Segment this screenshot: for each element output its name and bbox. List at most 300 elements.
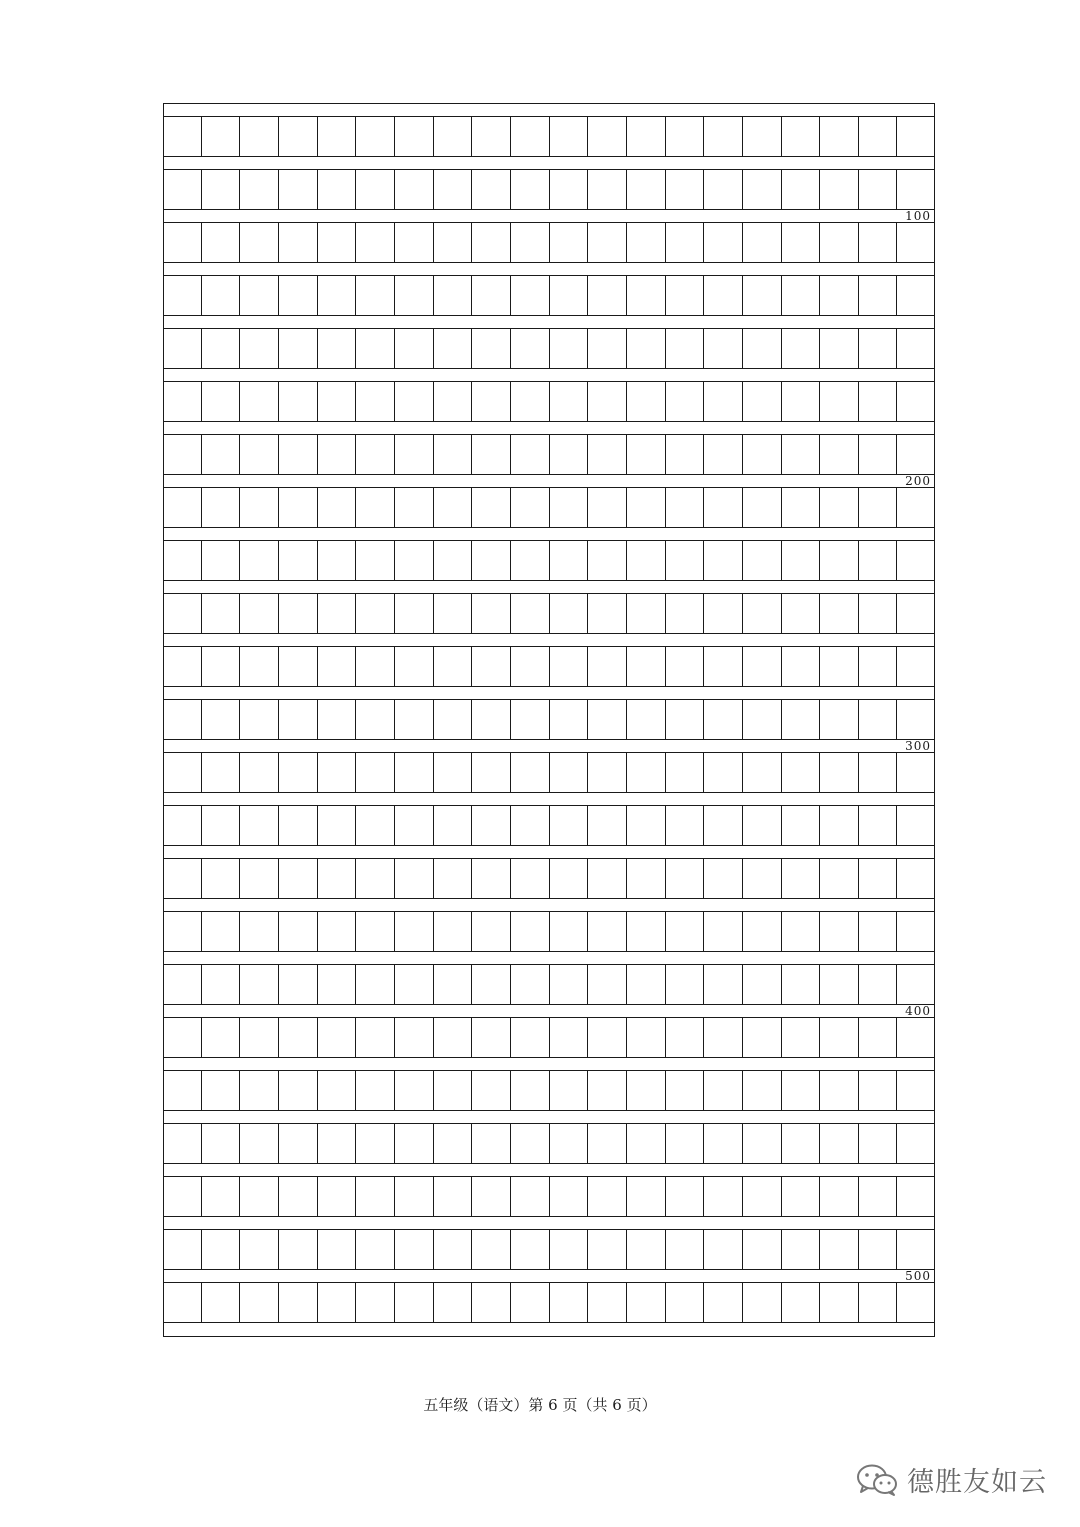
grid-cell (665, 117, 704, 156)
grid-cell (201, 647, 240, 686)
grid-cell (317, 170, 356, 209)
grid-cell (433, 488, 472, 527)
grid-cell (781, 223, 820, 262)
grid-cell (239, 1177, 278, 1216)
grid-cell (665, 700, 704, 739)
grid-cell (394, 170, 433, 209)
grid-cell (239, 1018, 278, 1057)
grid-cell (549, 1230, 588, 1269)
grid-cell (394, 753, 433, 792)
grid-cell (819, 753, 858, 792)
grid-cell (278, 1018, 317, 1057)
grid-cell (355, 1177, 394, 1216)
grid-cell (355, 170, 394, 209)
grid-cell (510, 594, 549, 633)
grid-row (163, 275, 935, 316)
grid-cell (433, 1283, 472, 1322)
grid-cell (317, 1071, 356, 1110)
grid-cell (239, 329, 278, 368)
grid-cell (858, 594, 897, 633)
grid-cell (665, 1177, 704, 1216)
grid-cell (278, 1124, 317, 1163)
grid-cell (355, 541, 394, 580)
grid-cell (703, 488, 742, 527)
grid-cell (587, 488, 626, 527)
grid-cell (896, 276, 935, 315)
grid-cell (317, 1018, 356, 1057)
grid-cell (742, 435, 781, 474)
grid-cell (858, 1018, 897, 1057)
grid-row (163, 805, 935, 846)
grid-cell (163, 965, 201, 1004)
grid-cell (703, 965, 742, 1004)
grid-cell (201, 1124, 240, 1163)
grid-cell (355, 1018, 394, 1057)
grid-row (163, 1123, 935, 1164)
grid-cell (510, 647, 549, 686)
grid-cell (703, 1124, 742, 1163)
grid-cell (819, 965, 858, 1004)
grid-cell (163, 912, 201, 951)
word-count-label: 100 (905, 209, 931, 223)
grid-cell (278, 223, 317, 262)
grid-cell (819, 594, 858, 633)
grid-cell (433, 594, 472, 633)
grid-cell (510, 170, 549, 209)
grid-cell (317, 1230, 356, 1269)
grid-cell (317, 1124, 356, 1163)
grid-cell (355, 1124, 394, 1163)
grid-cell (201, 1071, 240, 1110)
grid-cell (858, 753, 897, 792)
grid-cell (355, 276, 394, 315)
grid-cell (433, 276, 472, 315)
grid-cell (587, 1283, 626, 1322)
grid-cell (433, 1230, 472, 1269)
grid-cell (163, 117, 201, 156)
grid-cell (471, 859, 510, 898)
grid-cell (239, 541, 278, 580)
grid-cell (394, 276, 433, 315)
grid-cell (510, 541, 549, 580)
grid-cell (317, 117, 356, 156)
grid-cell (433, 329, 472, 368)
grid-cell (896, 1071, 935, 1110)
grid-cell (510, 859, 549, 898)
grid-cell (201, 1283, 240, 1322)
grid-cell (201, 382, 240, 421)
grid-cell (819, 859, 858, 898)
grid-cell (781, 912, 820, 951)
grid-cell (394, 488, 433, 527)
grid-cell (742, 1018, 781, 1057)
grid-row (163, 1282, 935, 1323)
grid-cell (587, 1177, 626, 1216)
grid-cell (201, 117, 240, 156)
grid-cell (858, 700, 897, 739)
grid-cell (433, 1124, 472, 1163)
grid-cell (703, 912, 742, 951)
grid-cell (394, 329, 433, 368)
grid-cell (278, 1177, 317, 1216)
grid-cell (201, 276, 240, 315)
grid-cell (703, 1071, 742, 1110)
grid-cell (394, 541, 433, 580)
grid-cell (471, 276, 510, 315)
grid-cell (626, 276, 665, 315)
grid-cell (858, 1283, 897, 1322)
grid-cell (239, 488, 278, 527)
grid-cell (239, 965, 278, 1004)
composition-grid (163, 103, 935, 1337)
grid-cell (163, 1230, 201, 1269)
grid-cell (510, 1177, 549, 1216)
grid-cell (896, 700, 935, 739)
grid-cell (163, 1071, 201, 1110)
grid-cell (587, 223, 626, 262)
grid-cell (703, 1283, 742, 1322)
grid-cell (433, 117, 472, 156)
grid-cell (819, 382, 858, 421)
grid-cell (626, 753, 665, 792)
grid-row (163, 169, 935, 210)
grid-cell (355, 382, 394, 421)
grid-cell (471, 1283, 510, 1322)
grid-cell (665, 1283, 704, 1322)
grid-cell (394, 1071, 433, 1110)
grid-cell (742, 276, 781, 315)
grid-cell (742, 170, 781, 209)
grid-cell (549, 382, 588, 421)
grid-cell (471, 541, 510, 580)
grid-cell (665, 1018, 704, 1057)
grid-cell (201, 488, 240, 527)
grid-cell (819, 329, 858, 368)
grid-cell (665, 435, 704, 474)
grid-cell (394, 1230, 433, 1269)
grid-cell (781, 965, 820, 1004)
grid-cell (549, 1018, 588, 1057)
grid-cell (471, 806, 510, 845)
grid-cell (201, 170, 240, 209)
grid-cell (587, 1124, 626, 1163)
grid-cell (587, 1018, 626, 1057)
grid-cell (355, 1283, 394, 1322)
grid-cell (471, 647, 510, 686)
grid-cell (239, 647, 278, 686)
grid-cell (510, 965, 549, 1004)
grid-row (163, 752, 935, 793)
grid-cell (896, 1177, 935, 1216)
grid-cell (278, 117, 317, 156)
grid-cell (433, 1018, 472, 1057)
grid-cell (278, 647, 317, 686)
grid-cell (896, 912, 935, 951)
grid-cell (626, 647, 665, 686)
grid-cell (781, 170, 820, 209)
grid-cell (510, 700, 549, 739)
grid-cell (471, 1018, 510, 1057)
grid-cell (394, 965, 433, 1004)
grid-cell (819, 1071, 858, 1110)
grid-cell (626, 382, 665, 421)
watermark-text: 德胜友如云 (907, 1467, 1047, 1498)
grid-cell (355, 223, 394, 262)
grid-row (163, 540, 935, 581)
grid-cell (858, 647, 897, 686)
grid-cell (781, 276, 820, 315)
grid-cell (703, 329, 742, 368)
grid-cell (858, 117, 897, 156)
grid-cell (510, 753, 549, 792)
grid-cell (781, 1124, 820, 1163)
grid-cell (355, 753, 394, 792)
grid-cell (896, 859, 935, 898)
grid-cell (665, 594, 704, 633)
grid-cell (278, 1283, 317, 1322)
grid-cell (549, 1124, 588, 1163)
grid-cell (355, 488, 394, 527)
grid-cell (858, 859, 897, 898)
grid-cell (781, 541, 820, 580)
grid-cell (394, 806, 433, 845)
grid-cell (510, 382, 549, 421)
grid-cell (819, 1124, 858, 1163)
grid-cell (239, 594, 278, 633)
grid-cell (163, 435, 201, 474)
grid-cell (549, 859, 588, 898)
grid-cell (665, 541, 704, 580)
grid-cell (665, 329, 704, 368)
grid-cell (742, 912, 781, 951)
grid-cell (587, 276, 626, 315)
grid-cell (703, 276, 742, 315)
grid-cell (549, 1177, 588, 1216)
grid-cell (626, 435, 665, 474)
word-count-label: 300 (905, 739, 931, 753)
grid-cell (587, 594, 626, 633)
grid-cell (626, 1230, 665, 1269)
grid-row (163, 1070, 935, 1111)
grid-cell (665, 170, 704, 209)
grid-row (163, 858, 935, 899)
grid-cell (742, 1283, 781, 1322)
wechat-icon (855, 1463, 899, 1497)
grid-row (163, 222, 935, 263)
grid-cell (626, 1283, 665, 1322)
grid-cell (471, 488, 510, 527)
grid-row (163, 116, 935, 157)
grid-cell (665, 753, 704, 792)
grid-cell (549, 753, 588, 792)
grid-cell (163, 488, 201, 527)
grid-cell (394, 647, 433, 686)
grid-cell (317, 965, 356, 1004)
grid-cell (510, 1283, 549, 1322)
grid-cell (742, 1071, 781, 1110)
grid-cell (471, 1071, 510, 1110)
grid-cell (626, 700, 665, 739)
grid-cell (317, 753, 356, 792)
grid-cell (703, 170, 742, 209)
grid-cell (626, 806, 665, 845)
grid-cell (742, 382, 781, 421)
grid-cell (703, 647, 742, 686)
grid-cell (317, 594, 356, 633)
grid-cell (626, 1177, 665, 1216)
grid-cell (239, 859, 278, 898)
grid-cell (433, 223, 472, 262)
grid-cell (781, 329, 820, 368)
grid-cell (163, 700, 201, 739)
grid-cell (239, 117, 278, 156)
grid-cell (163, 806, 201, 845)
grid-cell (587, 1230, 626, 1269)
grid-cell (394, 382, 433, 421)
grid-cell (510, 223, 549, 262)
grid-cell (549, 1283, 588, 1322)
grid-cell (626, 488, 665, 527)
grid-cell (278, 594, 317, 633)
grid-cell (278, 1071, 317, 1110)
grid-cell (781, 753, 820, 792)
grid-cell (471, 965, 510, 1004)
grid-cell (355, 965, 394, 1004)
grid-cell (510, 276, 549, 315)
grid-cell (433, 859, 472, 898)
grid-cell (781, 700, 820, 739)
grid-cell (163, 276, 201, 315)
grid-cell (626, 594, 665, 633)
grid-cell (471, 170, 510, 209)
grid-cell (819, 276, 858, 315)
grid-cell (858, 1071, 897, 1110)
grid-cell (858, 1177, 897, 1216)
grid-row (163, 911, 935, 952)
grid-cell (278, 700, 317, 739)
grid-cell (355, 594, 394, 633)
grid-cell (394, 594, 433, 633)
grid-cell (201, 594, 240, 633)
grid-cell (858, 1124, 897, 1163)
grid-cell (858, 382, 897, 421)
grid-cell (742, 117, 781, 156)
grid-cell (433, 382, 472, 421)
grid-cell (163, 753, 201, 792)
grid-cell (665, 965, 704, 1004)
grid-cell (433, 806, 472, 845)
grid-cell (471, 1230, 510, 1269)
grid-cell (742, 329, 781, 368)
grid-cell (433, 753, 472, 792)
grid-cell (819, 117, 858, 156)
grid-cell (317, 435, 356, 474)
grid-cell (510, 117, 549, 156)
grid-cell (394, 859, 433, 898)
grid-cell (626, 117, 665, 156)
grid-row (163, 1229, 935, 1270)
grid-cell (201, 329, 240, 368)
grid-cell (317, 912, 356, 951)
grid-cell (819, 700, 858, 739)
grid-cell (819, 1018, 858, 1057)
grid-cell (742, 753, 781, 792)
grid-cell (665, 223, 704, 262)
grid-cell (665, 1230, 704, 1269)
grid-cell (355, 117, 394, 156)
grid-cell (278, 435, 317, 474)
grid-cell (317, 276, 356, 315)
grid-cell (394, 1283, 433, 1322)
grid-cell (471, 594, 510, 633)
grid-cell (819, 1283, 858, 1322)
grid-cell (549, 329, 588, 368)
grid-cell (626, 859, 665, 898)
grid-cell (239, 753, 278, 792)
grid-cell (703, 541, 742, 580)
grid-cell (278, 806, 317, 845)
grid-cell (239, 382, 278, 421)
grid-cell (317, 329, 356, 368)
grid-cell (433, 435, 472, 474)
grid-cell (858, 912, 897, 951)
grid-cell (201, 753, 240, 792)
grid-cell (781, 1230, 820, 1269)
grid-cell (201, 1177, 240, 1216)
grid-cell (665, 859, 704, 898)
grid-cell (858, 1230, 897, 1269)
grid-cell (278, 541, 317, 580)
grid-cell (858, 541, 897, 580)
grid-cell (781, 859, 820, 898)
grid-cell (549, 170, 588, 209)
grid-cell (201, 859, 240, 898)
grid-cell (239, 170, 278, 209)
grid-cell (278, 912, 317, 951)
grid-cell (510, 329, 549, 368)
grid-cell (510, 435, 549, 474)
grid-cell (896, 435, 935, 474)
grid-cell (742, 700, 781, 739)
grid-row (163, 328, 935, 369)
grid-cell (549, 700, 588, 739)
grid-cell (819, 1230, 858, 1269)
grid-cell (896, 329, 935, 368)
grid-cell (626, 541, 665, 580)
grid-cell (549, 488, 588, 527)
grid-cell (510, 912, 549, 951)
grid-cell (471, 1177, 510, 1216)
grid-cell (394, 1018, 433, 1057)
grid-cell (742, 1124, 781, 1163)
grid-row (163, 964, 935, 1005)
grid-row (163, 593, 935, 634)
grid-cell (201, 965, 240, 1004)
grid-cell (317, 382, 356, 421)
grid-cell (742, 859, 781, 898)
grid-cell (355, 435, 394, 474)
grid-cell (201, 806, 240, 845)
grid-cell (201, 700, 240, 739)
grid-cell (665, 647, 704, 686)
grid-cell (703, 753, 742, 792)
grid-cell (781, 1177, 820, 1216)
grid-cell (896, 965, 935, 1004)
grid-cell (355, 806, 394, 845)
grid-cell (781, 1071, 820, 1110)
grid-cell (858, 806, 897, 845)
grid-cell (896, 647, 935, 686)
